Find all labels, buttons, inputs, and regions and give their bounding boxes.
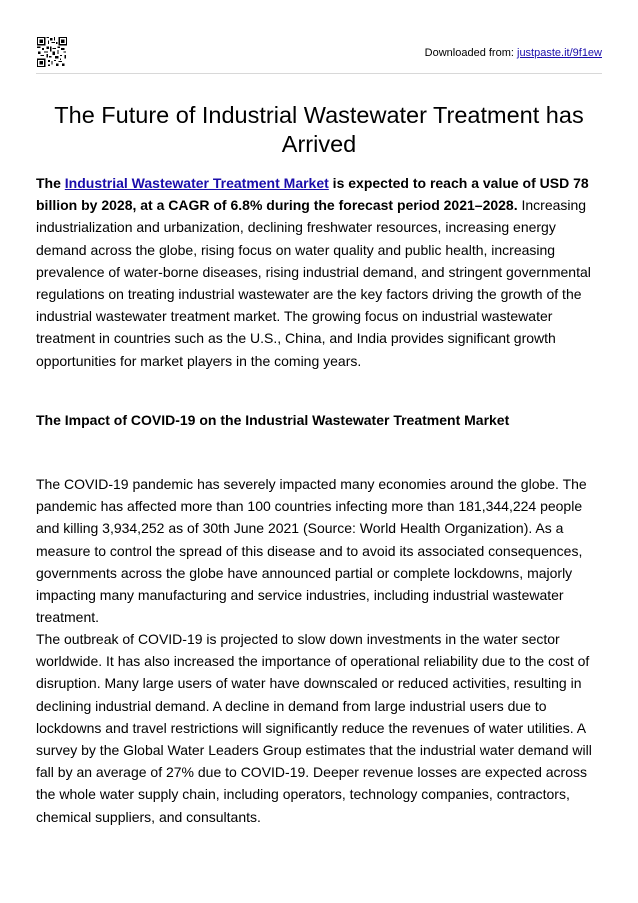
covid-paragraph: The COVID-19 pandemic has severely impacted many economies around the globe. The pandemic has affected more than 100 countries infecting more than 181,344,224 people and killing 3,934,252 as of 30th June 2021 (Source: World Health Organization). As a measure to control the spread of this disease and to avoid its associated consequences, governments across the globe have announced partial or complete lockdowns, majorly impacting many manufacturing and service industries, including industrial wastewater treatment. [36, 476, 587, 626]
intro-lead-after-link: is expected to reach a value of USD 78 billion by 2028, at a CAGR of 6.8% during the forecast period 2021–2028. [36, 175, 589, 214]
download-prefix: Downloaded from: [424, 47, 514, 59]
download-source-link[interactable]: justpaste.it/9f1ew [517, 47, 602, 59]
intro-lead-before-link: The [36, 175, 65, 191]
intro-lead [36, 175, 589, 213]
market-link[interactable]: Industrial Wastewater Treatment Market [64, 175, 329, 191]
header-divider [36, 73, 602, 74]
intro-paragraph [36, 172, 606, 372]
section-heading: The Impact of COVID-19 on the Industrial Wastewater Treatment Market [36, 412, 510, 428]
download-source [425, 47, 602, 59]
qr-code-icon [37, 37, 67, 67]
page-title: The Future of Industrial Wastewater Treatment has Arrived [54, 102, 584, 157]
outbreak-paragraph: The outbreak of COVID-19 is projected to slow down investments in the water sector worldwide. It has also increased the importance of operational reliability due to the cost of disruption. Many large users of water have downscaled or reduced activities, resulting in declining industrial demand. A decline in demand from large industrial users due to lockdowns and travel restrictions will significantly reduce the revenues of water utilities. A survey by the Global Water Leaders Group estimates that the industrial water demand will fall by an average of 27% due to COVID-19. Deeper revenue losses are expected across the whole water supply chain, including operators, technology companies, contractors, chemical suppliers, and consultants. [36, 631, 592, 825]
intro-body: Increasing industrialization and urbanization, declining freshwater resources, increasing energy demand across the globe, rising focus on water quality and public health, increasing prevalence of water-borne diseases, rising industrial demand, and stringent governmental regulations on treating industrial wastewater are the key factors driving the growth of the industrial wastewater treatment market. The growing focus on industrial wastewater treatment in countries such as the U.S., China, and India provides significant growth opportunities for market players in the coming years. [36, 197, 591, 369]
